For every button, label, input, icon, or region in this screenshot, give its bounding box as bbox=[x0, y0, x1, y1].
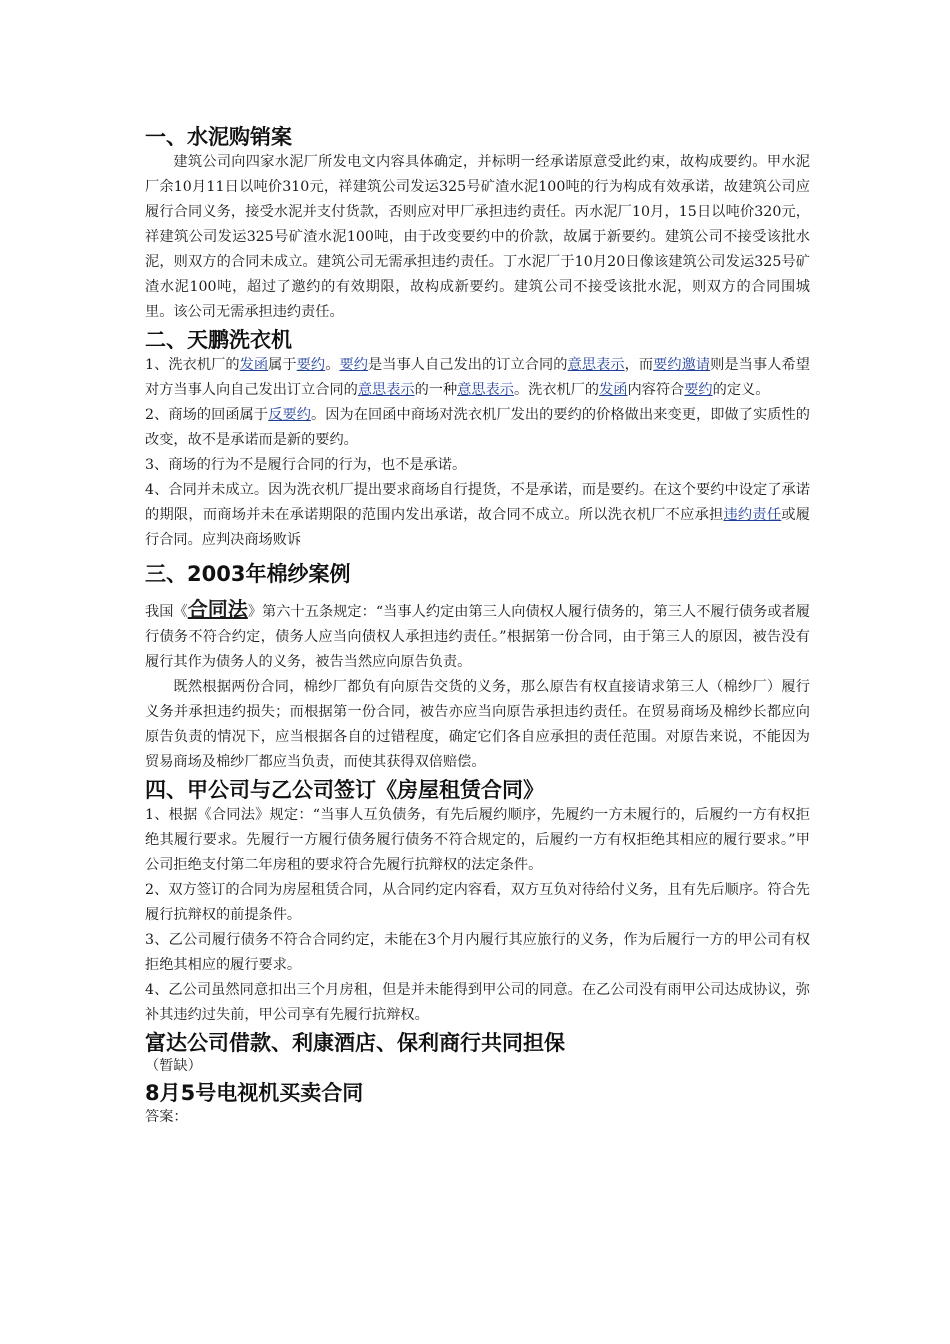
answer-label: 答案： bbox=[145, 1109, 188, 1125]
paragraph: 既然根据两份合同，棉纱厂都负有向原告交货的义务，那么原告有权直接请求第三人（棉纱厂）履行义务并承担违约损失；而根据第一份合同，被告亦应当向原告承担违约责任。在贸易商场及棉纱长都应向原告负责的情况下，应当根据各自的过错程度，确定它们各自应承担的责任范围。对原告来说，不能因为贸易商场及棉纱厂都应当负责，而使其获得双倍赔偿。 bbox=[145, 679, 810, 770]
section-title-washing-machine: 二、天鹏洗衣机 bbox=[145, 328, 292, 352]
link-yisibiaoshi[interactable]: 意思表示 bbox=[567, 357, 625, 373]
paragraph: 我国《合同法》第六十五条规定：“当事人约定由第三人向债权人履行债务的，第三人不履行债务或者履行债务不符合约定，债务人应当向债权人承担违约责任。”根据第一份合同，由于第三人的原因，被告没有履行其作为债务人的义务，被告当然应向原告负责。 bbox=[145, 597, 810, 670]
document-content bbox=[145, 124, 810, 1128]
link-fahan[interactable]: 发函 bbox=[239, 357, 269, 373]
section-title-cotton-yarn: 三、2003年棉纱案例 bbox=[145, 562, 351, 586]
link-yaoyue-yaoqing[interactable]: 要约邀请 bbox=[653, 357, 711, 373]
link-weiyue-zeren[interactable]: 违约责任 bbox=[723, 507, 782, 523]
paragraph: 2、双方签订的合同为房屋租赁合同，从合同约定内容看，双方互负对待给付义务，且有先后顺序。符合先履行抗辩权的前提条件。 bbox=[145, 882, 810, 923]
section-title-cement: 一、水泥购销案 bbox=[145, 125, 292, 149]
paragraph: 1、洗衣机厂的发函属于要约。要约是当事人自己发出的订立合同的意思表示，而要约邀请则是当事人希望对方当事人向自己发出订立合同的意思表示的一种意思表示。洗衣机厂的发函内容符合要约的定义。 bbox=[145, 357, 810, 398]
link-fahan[interactable]: 发函 bbox=[599, 382, 628, 398]
section-title-tv-contract: 8月5号电视机买卖合同 bbox=[145, 1081, 364, 1105]
link-yaoyue[interactable]: 要约 bbox=[339, 357, 368, 373]
paragraph: 4、乙公司虽然同意扣出三个月房租，但是并未能得到甲公司的同意。在乙公司没有雨甲公司达成协议，弥补其违约过失前，甲公司享有先履行抗辩权。 bbox=[145, 982, 810, 1023]
contract-law-emphasis: 合同法 bbox=[187, 597, 248, 621]
link-yaoyue[interactable]: 要约 bbox=[296, 357, 326, 373]
section-title-fuda-loan: 富达公司借款、利康酒店、保利商行共同担保 bbox=[145, 1031, 565, 1055]
paragraph: 2、商场的回函属于反要约。因为在回函中商场对洗衣机厂发出的要约的价格做出来变更，即做了实质性的改变，故不是承诺而是新的要约。 bbox=[145, 407, 810, 448]
paragraph: 建筑公司向四家水泥厂所发电文内容具体确定，并标明一经承诺原意受此约束，故构成要约。甲水泥厂余10月11日以吨价310元，祥建筑公司发运325号矿渣水泥100吨的行为构成有效承诺，故建筑公司应履行合同义务，接受水泥并支付货款，否则应对甲厂承担违约责任。丙水泥厂10月，15日以吨价320元，祥建筑公司发运325号矿渣水泥100吨，由于改变要约中的价款，故属于新要约。建筑公司不接受该批水泥，则双方的合同未成立。建筑公司无需承担违约责任。丁水泥厂于10月20日像该建筑公司发运325号矿渣水泥100吨，超过了邀约的有效期限，故构成新要约。建筑公司不接受该批水泥，则双方的合同围城里。该公司无需承担违约责任。 bbox=[145, 154, 810, 320]
link-yisibiaoshi[interactable]: 意思表示 bbox=[357, 382, 415, 398]
paragraph: 1、根据《合同法》规定：“当事人互负债务，有先后履约顺序，先履约一方未履行的，后履约一方有权拒绝其履行要求。先履行一方履行债务履行债务不符合规定的，后履约一方有权拒绝其相应的履行要求。”甲公司拒绝支付第二年房租的要求符合先履行抗辩权的法定条件。 bbox=[145, 807, 810, 873]
note-missing: （暂缺） bbox=[145, 1058, 202, 1074]
link-yisibiaoshi[interactable]: 意思表示 bbox=[457, 382, 514, 398]
section-title-lease-contract: 四、甲公司与乙公司签订《房屋租赁合同》 bbox=[145, 778, 544, 802]
paragraph: 3、商场的行为不是履行合同的行为，也不是承诺。 bbox=[145, 457, 467, 473]
link-fan-yaoyue[interactable]: 反要约 bbox=[268, 407, 311, 423]
paragraph: 4、合同并未成立。因为洗衣机厂提出要求商场自行提货，不是承诺，而是要约。在这个要约中设定了承诺的期限，而商场并未在承诺期限的范围内发出承诺，故合同不成立。所以洗衣机厂不应承担违约责任或履行合同。应判决商场败诉 bbox=[145, 482, 810, 548]
link-yaoyue[interactable]: 要约 bbox=[684, 382, 713, 398]
paragraph: 3、乙公司履行债务不符合合同约定，未能在3个月内履行其应旅行的义务，作为后履行一方的甲公司有权拒绝其相应的履行要求。 bbox=[145, 932, 810, 973]
